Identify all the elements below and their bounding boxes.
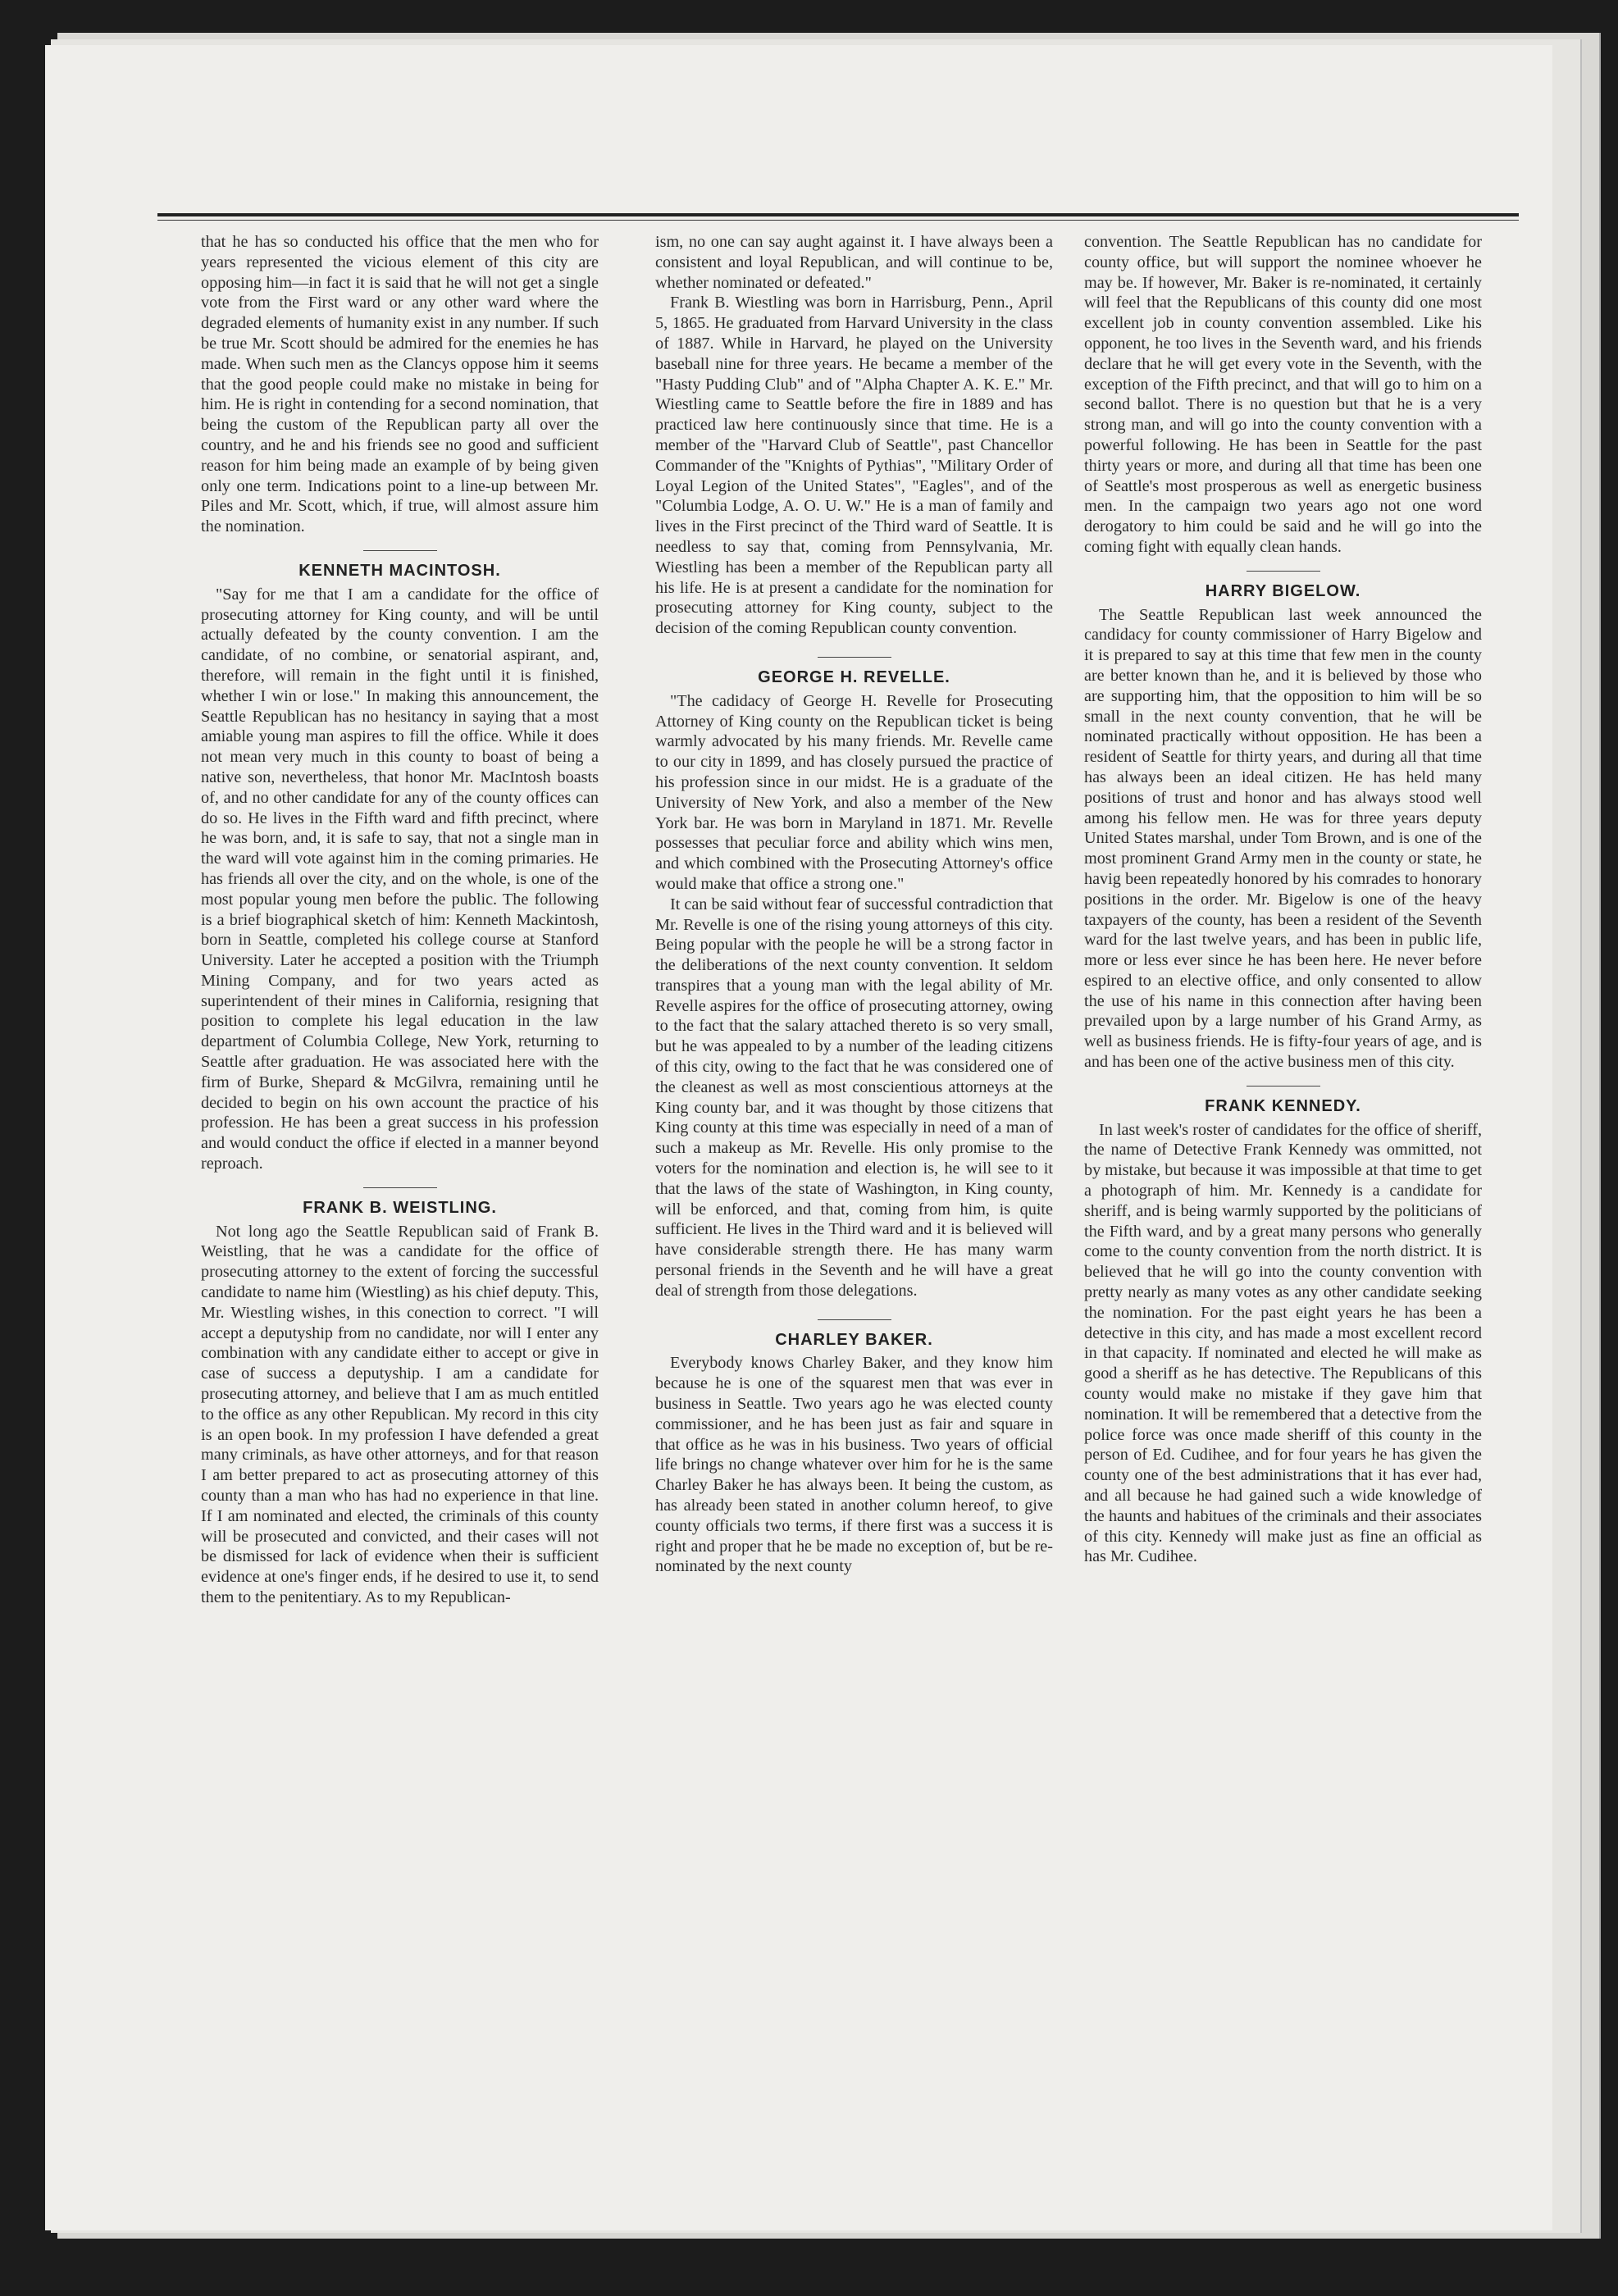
heading-george-revelle: GEORGE H. REVELLE.: [758, 667, 950, 686]
weistling-biography: Frank B. Wiestling was born in Harrisburg, Penn., April 5, 1865. He graduated from Harvard University in the class of 1887. While in Harvard, he played on the University baseball nine for three years. He became a member of the "Hasty Pudding Club" and of "Alpha Chapter A. K. E." Mr. Wiestling came to Seattle before the fire in 1889 and has practiced law here continuously since that time. He is a member of the "Harvard Club of Seattle", past Chancellor Commander of the "Knights of Pythias", "Military Order of Loyal Legion of the United States", "Eagles", and of the "Columbia Lodge, A. O. U. W." He is a man of family and lives in the First precinct of the Third ward of Seattle. It is needless to say that, coming from Pennsylvania, Mr. Wiestling has been a member of the Republican party all his life. He is at present a candidate for the nomination for prosecuting attorney for King county, subject to the decision of the coming Republican county convention.: [655, 294, 1053, 638]
revelle-article-body: It can be said without fear of successful contradiction that Mr. Revelle is one of the rising young attorneys of this city. Being popular with the people he will be a strong factor in the deliberations of the next county convention. It seldom transpires that a young man with the legal ability of Mr. Revelle aspires for the office of prosecuting attorney, owing to the fact that the salary attached thereto is so very small, but he was appealed to by a number of the leading citizens of this city, owing to the fact that he was considered one of the cleanest as well as most conscientious attorneys at the King county bar, and it was thought by those citizens that King county at this time was especially in need of a man of such a makeup as Mr. Revelle. His only promise to the voters for the nomination and election is, he will see to it that the laws of the state of Washington, in King county, will be enforced, and that, coming from him, is quite sufficient. He lives in the Third ward and it is believed will have considerable strength there. He has many warm personal friends in the Seventh and he will have a great deal of strength from those delegations.: [655, 895, 1053, 1300]
heading-charley-baker: CHARLEY BAKER.: [775, 1330, 933, 1349]
header-rule-thick: [157, 213, 1519, 216]
baker-article-body: Everybody knows Charley Baker, and they know him because he is one of the squarest men that was ever in business in Seattle. Two years ago he was elected county commissioner, and he has been just as fair and square in that office as he was in his business. Two years of official life brings no change whatever over him for he is the same Charley Baker he has always been. It being the custom, as has already been stated in another column hereof, to give county officials two terms, if there first was a success it is right and proper that he be made no exception of, but be re-nominated by the next county: [655, 1354, 1053, 1576]
header-rule-thin: [157, 220, 1519, 221]
section-divider: [818, 657, 891, 658]
scott-article-continuation: that he has so conducted his office that the men who for years represented the vicious element of this city are opposing him—in fact it is said that he will not get a single vote from the First ward or any other ward where the degraded elements of humanity exist in any number. If such be true Mr. Scott should be admired for the enemies he has made. When such men as the Clancys oppose him it seems that the good people could make no mistake in being for him. He is right in contending for a second nomination, that being the custom of the Republican party all over the country, and he and his friends see no good and sufficient reason for him being made an example of by being given only one term. Indications point to a line-up between Mr. Piles and Mr. Scott, which, if true, will almost assure him the nomination.: [201, 233, 599, 536]
weistling-article-continuation: ism, no one can say aught against it. I have always been a consistent and loyal Republican, and will continue to be, whether nominated or defeated.": [655, 233, 1053, 292]
heading-frank-kennedy: FRANK KENNEDY.: [1205, 1096, 1361, 1115]
macintosh-article-body: "Say for me that I am a candidate for the office of prosecuting attorney for King county, and will be until actually defeated by the county convention. I am the candidate, of no combine, or senatorial aspirant, and, therefore, will remain in the fight until it is finished, whether I win or lose." In making this announcement, the Seattle Republican has no hesitancy in saying that a most amiable young man aspires to fill the office. While it does not mean very much in this county to boast of being a native son, nevertheless, that honor Mr. MacIntosh boasts of, and no other candidate for any of the county offices can do so. He lives in the Fifth ward and fifth precinct, where he was born, and, it is safe to say, that not a single man in the ward will vote against him in the coming primaries. He has friends all over the city, and on the whole, is one of the most popular young men before the public. The following is a brief biographical sketch of him: Kenneth Mackintosh, born in Seattle, completed his college course at Stanford University. Later he accepted a position with the Triumph Mining Company, and for two years acted as superintendent of their mines in California, resigning that position to complete his legal education in the law department of Columbia College, New York, returning to Seattle after graduation. He was associated here with the firm of Burke, Shepard & McGilvra, remaining until he decided to begin on his own account the practice of his profession. He has been a great success in his profession and would conduct the office if elected in a manner beyond reproach.: [201, 585, 599, 1173]
weistling-article-body: Not long ago the Seattle Republican said of Frank B. Weistling, that he was a candidate for the office of prosecuting attorney to the extent of forcing the successful candidate to name him (Wiestling) as his chief deputy. This, Mr. Wiestling wishes, in this conection to correct. "I will accept a deputyship from no candidate, nor will I enter any combination with any candidate either to accept or give in case of success a deputyship. I am a candidate for prosecuting attorney, and believe that I am as much entitled to the office as any other Republican. My record in this city is an open book. In my profession I have defended a great many criminals, as have other attorneys, and for that reason I am better prepared to act as prosecuting attorney of this county than a man who has had no experience in that line. If I am nominated and elected, the criminals of this county will be prosecuted and convicted, and their cases will not be dismissed for lack of evidence when their is sufficient evidence at one's finger ends, if he desired to use it, to send them to the penitentiary. As to my Republican-: [201, 1222, 599, 1606]
section-divider: [363, 1187, 437, 1188]
baker-article-continuation: convention. The Seattle Republican has no candidate for county office, but will support the nominee whoever he may be. If however, Mr. Baker is re-nominated, it certainly will feel that the Republicans of this county did one most excellent job in county convention assembled. Like his opponent, he too lives in the Seventh ward, and his friends declare that he will get every vote in the Seventh, with the exception of the Fifth precinct, and that will go to him on a second ballot. There is no question but that he is a very strong man, and will go into the county convention with a powerful following. He has been in Seattle for the past thirty years or more, and during all that time has been one of Seattle's most prosperous as well as energetic business men. In the campaign two years ago not one word derogatory to him could be said and he will go into the coming fight with equally clean hands.: [1084, 233, 1482, 556]
column-2: [655, 232, 1053, 1577]
revelle-quote: "The cadidacy of George H. Revelle for Prosecuting Attorney of King county on the Republican ticket is being warmly advocated by his many friends. Mr. Revelle came to our city in 1899, and has closely pursued the practice of his profession since in our midst. He is a graduate of the University of New York, and also a member of the New York bar. He was born in Maryland in 1871. Mr. Revelle possesses that peculiar force and ability which wins men, and which combined with the Prosecuting Attorney's office would make that office a strong one.": [655, 691, 1053, 893]
column-3: [1084, 232, 1482, 1567]
heading-harry-bigelow: HARRY BIGELOW.: [1205, 581, 1361, 600]
bigelow-article-body: The Seattle Republican last week announced the candidacy for county commissioner of Harry Bigelow and it is prepared to say at this time that few men in the county are better known than he, and it is believed by those who are supporting him, that the opposition to him will be so small in the next county convention, that he will be nominated practically without opposition. He has been a resident of Seattle for thirty years, and during all that time has always been an ideal citizen. He has held many positions of trust and honor and has always stood well among his fellow men. He was for three years deputy United States marshal, under Tom Brown, and is one of the most prominent Grand Army men in the county or state, he havig been repeatedly honored by his comrades to honorary positions in the order. Mr. Bigelow is one of the heavy taxpayers of the county, has been a resident of the Seventh ward for the last twelve years, and has been in public life, more or less ever since he has been here. He never before espired to an elective office, and only consented to allow the use of his name in this connection after having been prevailed upon by a large number of his Grand Army, as well as business friends. He is fifty-four years of age, and is and has been one of the active business men of this city.: [1084, 605, 1482, 1072]
column-1: [201, 232, 599, 1608]
heading-kenneth-macintosh: KENNETH MACINTOSH.: [299, 561, 501, 580]
section-divider: [818, 1319, 891, 1320]
heading-frank-weistling: FRANK B. WEISTLING.: [303, 1198, 497, 1217]
kennedy-article-body: In last week's roster of candidates for the office of sheriff, the name of Detective Frank Kennedy was ommitted, not by mistake, but because it was impossible at that time to get a photograph of him. Mr. Kennedy is a candidate for sheriff, and is being warmly supported by the politicians of the Fifth ward, and by a great many persons who generally come to the county convention from the north district. It is believed that he will go into the county convention with pretty nearly as many votes as any other candidate seeking the nomination. For the past eight years he has been a detective in this city, and has made a most excellent record in that capacity. If nominated and elected he will make as good a sheriff as he has detective. The Republicans of this county would make no mistake if they gave him that nomination. It will be remembered that a detective from the police force was once made sheriff of this county in the person of Ed. Cudihee, and for four years he has given the county one of the best administrations that it has ever had, and all because he had gained such a wide knowledge of the haunts and habitues of the criminals and their associates of this city. Kennedy will make just as fine an official as has Mr. Cudihee.: [1084, 1120, 1482, 1566]
section-divider: [1247, 571, 1320, 572]
section-divider: [363, 550, 437, 551]
newspaper-page: [45, 45, 1552, 2230]
